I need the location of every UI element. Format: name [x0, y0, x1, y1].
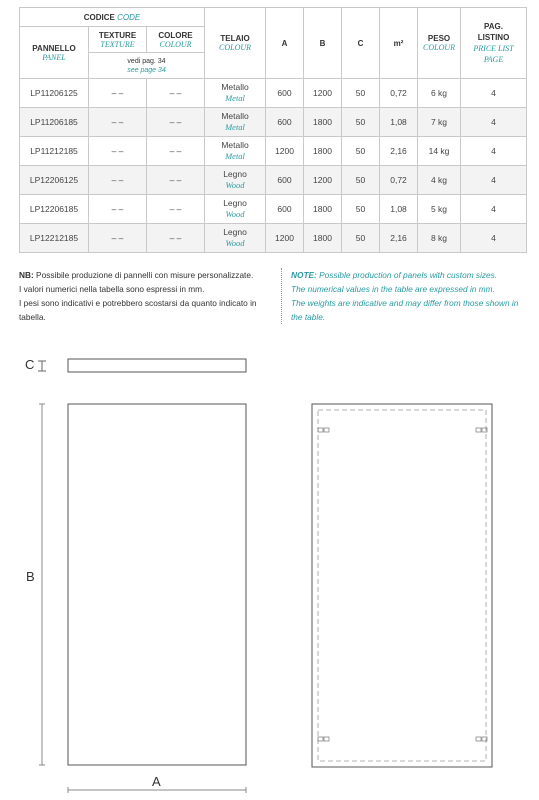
cell-m2: 0,72	[380, 166, 418, 195]
cell-colore: – –	[147, 224, 205, 253]
cell-a: 1200	[266, 224, 304, 253]
cell-c: 50	[342, 195, 380, 224]
nb-text: Possibile produzione di pannelli con misure personalizzate.	[33, 270, 254, 280]
cell-colore: – –	[147, 108, 205, 137]
cell-c: 50	[342, 137, 380, 166]
cell-b: 1800	[304, 108, 342, 137]
frame-material: Metallo	[221, 111, 249, 121]
cell-texture: – –	[89, 79, 147, 108]
mounting-clip-bottom-right-icon	[476, 737, 487, 741]
cell-code: LP11206185	[20, 108, 89, 137]
cell-colore: – –	[147, 195, 205, 224]
panel-front-outline	[68, 404, 246, 765]
cell-c: 50	[342, 108, 380, 137]
price-list-label: PRICE LIST	[473, 44, 514, 53]
vedi-label: vedi pag. 34	[127, 57, 166, 65]
colore-label: COLORE	[158, 30, 193, 40]
panel-label: PANEL	[42, 52, 66, 62]
panel-back-outline	[312, 404, 492, 767]
col-c-header: C	[342, 8, 380, 79]
codice-label: CODICE	[83, 12, 115, 22]
pag-label: PAG.	[484, 22, 503, 31]
cell-a: 600	[266, 79, 304, 108]
mounting-clip-bottom-left-icon	[318, 737, 329, 741]
nb-label: NB:	[19, 270, 34, 280]
cell-b: 1200	[304, 79, 342, 108]
cell-code: LP12206125	[20, 166, 89, 195]
code-label: CODE	[117, 12, 141, 22]
cell-colore: – –	[147, 137, 205, 166]
cell-b: 1800	[304, 137, 342, 166]
label-c: C	[25, 357, 35, 372]
cell-texture: – –	[89, 195, 147, 224]
b-dimension-line	[39, 404, 45, 765]
cell-a: 600	[266, 108, 304, 137]
frame-material: Metallo	[221, 82, 249, 92]
cell-code: LP12206185	[20, 195, 89, 224]
panel-back-dashed-frame	[318, 410, 486, 761]
cell-m2: 2,16	[380, 137, 418, 166]
cell-a: 1200	[266, 137, 304, 166]
cell-pag: 4	[461, 137, 527, 166]
cell-peso: 5 kg	[418, 195, 461, 224]
frame-material: Legno	[223, 169, 247, 179]
cell-m2: 1,08	[380, 195, 418, 224]
telaio-label: TELAIO	[220, 34, 250, 43]
note-label: NOTE:	[291, 270, 317, 280]
pannello-label: PANNELLO	[32, 43, 76, 53]
panel-thickness-outline	[68, 359, 246, 372]
texture-en-label: TEXTURE	[100, 39, 135, 49]
cell-code: LP11206125	[20, 79, 89, 108]
note-line3: The weights are indicative and may differ from those shown in the table.	[291, 298, 519, 322]
cell-c: 50	[342, 166, 380, 195]
cell-a: 600	[266, 195, 304, 224]
peso-label: PESO	[427, 34, 451, 43]
col-m2-header: m²	[380, 8, 418, 79]
cell-pag: 4	[461, 79, 527, 108]
cell-texture: – –	[89, 108, 147, 137]
cell-pag: 4	[461, 108, 527, 137]
cell-texture: – –	[89, 137, 147, 166]
telaio-en-label: COLOUR	[219, 43, 252, 52]
frame-material-en: Wood	[225, 209, 245, 219]
cell-peso: 8 kg	[418, 224, 461, 253]
nb-line3: I pesi sono indicativi e potrebbero scostarsi da quanto indicato in tabella.	[19, 298, 257, 322]
cell-peso: 14 kg	[418, 137, 461, 166]
cell-b: 1800	[304, 224, 342, 253]
cell-pag: 4	[461, 195, 527, 224]
cell-texture: – –	[89, 166, 147, 195]
cell-pag: 4	[461, 166, 527, 195]
c-dimension-marker	[38, 361, 46, 371]
cell-texture: – –	[89, 224, 147, 253]
cell-colore: – –	[147, 79, 205, 108]
mounting-clip-top-right-icon	[476, 428, 487, 432]
cell-peso: 7 kg	[418, 108, 461, 137]
page-label: PAGE	[483, 55, 504, 64]
cell-m2: 1,08	[380, 108, 418, 137]
cell-colore: – –	[147, 166, 205, 195]
cell-b: 1800	[304, 195, 342, 224]
cell-peso: 6 kg	[418, 79, 461, 108]
texture-label: TEXTURE	[98, 30, 137, 40]
listino-label: LISTINO	[477, 33, 510, 42]
cell-b: 1200	[304, 166, 342, 195]
cell-code: LP11212185	[20, 137, 89, 166]
col-a-header: A	[266, 8, 304, 79]
frame-material-en: Metal	[225, 93, 245, 103]
see-label: see page 34	[127, 66, 166, 74]
cell-pag: 4	[461, 224, 527, 253]
cell-m2: 2,16	[380, 224, 418, 253]
col-b-header: B	[304, 8, 342, 79]
frame-material-en: Wood	[225, 238, 245, 248]
frame-material: Metallo	[221, 140, 249, 150]
cell-c: 50	[342, 79, 380, 108]
note-text: Possible production of panels with custom sizes.	[316, 270, 498, 280]
cell-m2: 0,72	[380, 79, 418, 108]
frame-material-en: Metal	[225, 151, 245, 161]
label-b: B	[26, 569, 35, 584]
cell-peso: 4 kg	[418, 166, 461, 195]
label-a: A	[152, 774, 161, 789]
cell-c: 50	[342, 224, 380, 253]
mounting-clip-top-left-icon	[318, 428, 329, 432]
frame-material: Legno	[223, 198, 247, 208]
note-line2: The numerical values in the table are expressed in mm.	[291, 284, 495, 294]
frame-material-en: Metal	[225, 122, 245, 132]
cell-code: LP12212185	[20, 224, 89, 253]
peso-en-label: COLOUR	[423, 43, 456, 52]
frame-material-en: Wood	[225, 180, 245, 190]
nb-line2: I valori numerici nella tabella sono espressi in mm.	[19, 284, 205, 294]
colour-label: COLOUR	[159, 39, 192, 49]
frame-material: Legno	[223, 227, 247, 237]
cell-a: 600	[266, 166, 304, 195]
